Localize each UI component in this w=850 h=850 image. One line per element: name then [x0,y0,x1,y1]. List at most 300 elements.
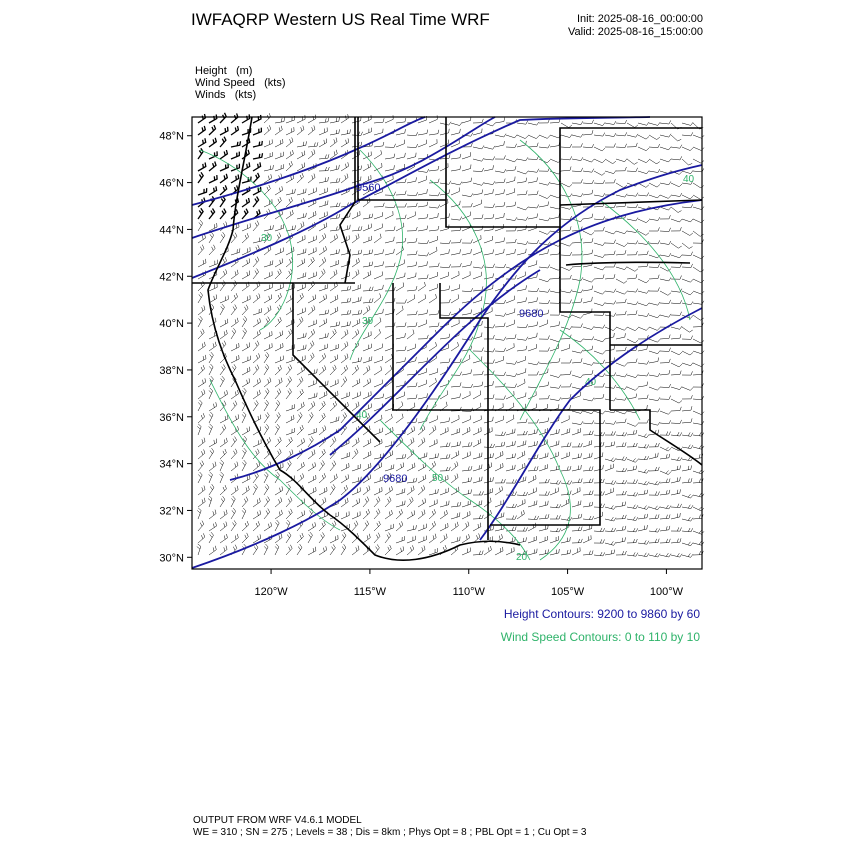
wind-barb [352,438,359,447]
wind-barb [319,284,328,291]
wind-barb [308,436,313,447]
wind-barb [539,347,550,351]
wind-barb [297,249,306,255]
wind-barb [451,382,461,387]
wind-barb [517,217,528,221]
wind-barb [561,491,571,495]
lat-label: 34°N [159,458,184,471]
wind-barb [583,144,594,148]
wind-barb [671,432,682,436]
wind-barb [627,387,638,390]
wind-barb [561,499,569,507]
wind-barb [374,356,383,363]
wind-barb [363,236,372,243]
lat-label: 42°N [159,271,184,284]
wind-barb [517,324,528,328]
wind-barb [253,221,259,231]
wind-barb [572,421,583,424]
wind-barb [407,177,417,183]
wind-barb [572,358,582,363]
wind-barb [209,472,213,483]
wind-barb [660,490,670,495]
wind-barb [506,384,517,388]
wind-barb [352,270,359,279]
wind-barb [671,504,682,508]
wind-barb [220,510,227,519]
wind-barb [330,203,340,207]
wind-barb [429,192,440,196]
wind-barb [484,165,494,171]
wind-barb [198,316,202,327]
wind-barb [616,502,626,507]
wind-barb [220,330,227,339]
wind-barb [385,263,395,267]
wind-barb [319,333,328,339]
wind-barb [616,363,627,366]
wind-barb [429,521,436,531]
wind-barb [550,321,560,327]
wind-barb [253,173,259,183]
wind-barb [671,371,681,375]
wind-barb [198,365,205,375]
wind-barb [682,252,693,256]
wind-barb [583,238,593,243]
wind-barb [671,334,681,339]
wind-barb [198,172,203,183]
wind-barb [627,480,638,484]
wind-barb [198,390,205,400]
wind-barb [242,486,249,495]
wind-barb [231,355,239,363]
wind-barb [484,249,494,255]
wind-barb [319,128,327,136]
wind-barb [506,188,515,195]
wind-barb [297,412,302,423]
wind-barb [297,126,304,135]
wind-barb [341,298,351,303]
wind-barb [319,449,325,459]
wind-barb [660,396,671,400]
wind-barb [242,305,248,315]
wind-barb [385,464,394,471]
wind-barb [539,395,549,399]
wind-barb [462,239,473,243]
wind-barb [429,534,436,543]
wind-barb [352,142,362,147]
wind-barb [671,363,682,367]
wind-barb [550,374,561,377]
wind-barb [308,532,313,543]
wind-barb [638,361,649,365]
wind-barb [308,475,316,483]
wind-barb [638,263,648,267]
wind-barb [451,441,461,447]
wind-barb [682,159,692,165]
wind-barb [198,486,205,495]
wind-barb [517,297,527,303]
wind-barb [374,318,381,327]
wind-barb [297,189,306,195]
wind-barb [495,169,506,173]
wind-barb [638,303,649,306]
wind-barb [220,485,227,495]
wind-contour-label: 40 [356,410,368,421]
wind-barb [319,401,325,411]
wind-barb [638,540,649,544]
wind-barb [418,176,427,183]
wind-barb [341,162,349,171]
wind-barb [649,327,660,330]
wind-barb [429,166,439,171]
wind-barb [407,203,417,207]
wind-barb [682,279,693,282]
wind-barb [638,553,649,557]
wind-barb [396,346,406,351]
wind-barb [330,307,338,315]
wind-barb [253,141,262,147]
wind-barb [275,400,280,411]
wind-barb [671,135,681,141]
wind-barb [495,323,505,327]
wind-barb [660,300,671,304]
wind-barb [561,275,571,279]
wind-barb [484,444,495,448]
wind-barb [440,467,450,471]
wind-barb [308,257,314,267]
wind-barb [198,188,207,195]
wind-barb [539,145,550,149]
wind-barb [297,235,305,243]
wind-barb [253,378,261,387]
wind-barb [473,190,483,196]
wind-barb [297,533,303,543]
wind-barb [198,400,202,411]
wind-barb [253,308,262,315]
wind-barb [418,498,426,507]
wind-barb [418,524,426,531]
wind-barb [253,544,258,555]
wind-barb [308,401,315,411]
wind-barb [462,152,471,159]
wind-barb [561,267,572,271]
wind-barb [660,447,671,451]
wind-barb [616,144,627,148]
wind-barb [396,488,405,495]
wind-barb [352,211,360,219]
wind-barb [495,213,504,219]
wind-barb [418,310,428,315]
wind-barb [231,141,241,147]
wind-barb [660,370,670,375]
wind-barb [319,257,326,267]
wind-barb [550,275,560,280]
wind-barb [242,521,249,531]
wind-barb [517,272,525,279]
wind-barb [528,214,538,220]
wind-barb [473,477,482,483]
wind-barb [528,501,537,508]
wind-barb [561,206,572,209]
wind-barb [220,376,225,387]
wind-barb [220,295,228,303]
wind-barb [539,320,547,327]
wind-barb [275,126,282,135]
wind-barb [429,499,437,507]
wind-barb [638,193,649,197]
wind-barb [407,286,417,291]
wind-barb [528,240,539,244]
wind-barb [363,366,370,375]
wind-barb [396,322,406,327]
wind-barb [363,534,370,543]
wind-barb [616,551,626,555]
wind-barb [682,445,693,449]
wind-barb [363,451,371,459]
wind-barb [506,429,515,435]
wind-barb [583,516,594,520]
wind-barb [407,227,417,231]
wind-barb [528,288,539,292]
wind-barb [682,465,692,471]
wind-barb [286,437,292,447]
wind-barb [660,432,671,436]
wind-barb [341,330,348,339]
wind-barb [616,515,626,519]
wind-barb [660,241,671,245]
wind-barb [649,122,660,125]
wind-barb [440,312,451,316]
wind-barb [649,491,660,495]
wind-barb [330,474,337,483]
wind-barb [363,356,372,363]
lon-label: 100°W [649,586,683,598]
wind-barb [638,456,649,460]
wind-barb [539,195,550,199]
wind-barb [638,122,649,125]
wind-barb [407,212,415,220]
wind-barb [198,138,206,147]
wind-barb [396,463,404,472]
wind-barb [220,269,227,279]
wind-barb [561,394,571,399]
wind-barb [495,249,504,255]
wind-barb [418,226,428,231]
wind-barb [660,359,670,363]
wind-barb [352,329,359,339]
wind-barb [627,528,638,532]
wind-barb [319,532,325,543]
wind-barb [363,463,371,471]
wind-barb [638,251,648,255]
wind-barb [407,383,417,388]
wind-barb [374,234,381,243]
wind-barb [385,427,393,435]
wind-barb [605,170,616,173]
wind-barb [396,357,406,363]
wind-barb [506,415,514,423]
wind-barb [594,479,604,483]
wind-barb [209,342,216,351]
wind-barb [242,209,248,219]
height-contour-label: 9680 [383,473,408,485]
wind-barb [418,240,429,244]
wind-barb [572,514,582,519]
wind-barb [484,273,494,279]
wind-barb [198,208,203,219]
wind-barb [407,394,417,399]
wind-barb [616,120,627,124]
wind-barb [198,533,205,543]
wind-barb [297,345,306,351]
wind-barb [220,472,224,483]
wind-barb [418,417,427,423]
wind-barb [506,334,516,339]
wind-barb [627,134,638,137]
wind-barb [462,451,470,459]
wind-barb [253,498,260,507]
wind-barb [528,169,539,173]
wind-barb [407,478,417,483]
wind-barb [440,163,448,171]
wind-barb [319,426,326,436]
wind-barb [385,354,393,363]
wind-barb [231,305,237,316]
wind-barb [374,521,380,531]
lat-label: 48°N [159,130,184,143]
wind-barb [605,240,616,244]
wind-barb [506,202,516,207]
wind-barb [374,142,384,147]
wind-barb [649,481,660,485]
wind-barb [616,194,627,197]
wind-barb [220,209,226,219]
wind-barb [264,364,269,375]
wind-barb [451,239,461,243]
wind-barb [374,224,382,231]
wind-barb [220,460,224,471]
wind-barb [440,334,450,339]
wind-barb [649,397,660,400]
wind-barb [385,154,395,159]
wind-barb [297,151,305,159]
wind-barb [231,343,239,351]
wind-barb [418,189,427,195]
wind-barb [275,343,283,351]
wind-barb [308,115,316,123]
wind-barb [429,426,436,436]
wind-barb [264,185,270,195]
wind-barb [660,335,670,339]
wind-barb [275,118,285,123]
wind-barb [197,544,201,555]
wind-barb [330,355,338,363]
wind-barb [517,207,528,210]
wind-barb [363,224,371,231]
wind-barb [682,291,693,295]
wind-barb [308,428,317,435]
wind-barb [484,181,495,184]
wind-barb [517,431,527,435]
wind-barb [341,532,346,543]
wind-barb [231,449,237,459]
wind-barb [594,465,603,471]
wind-barb [660,195,671,198]
wind-barb [308,487,316,495]
wind-barb [682,327,693,332]
wind-barb [528,441,537,447]
wind-barb [352,546,359,555]
wind-barb [473,272,482,279]
wind-barb [561,466,571,471]
wind-barb [627,168,638,172]
wind-barb [671,300,682,304]
wind-barb [264,509,270,520]
wind-barb [297,438,305,447]
wind-barb [627,123,638,128]
wind-barb [407,486,414,495]
lat-label: 38°N [159,364,184,377]
wind-barb [627,443,637,447]
wind-barb [561,252,572,256]
wind-barb [583,420,594,424]
wind-barb [209,546,216,555]
wind-barb [572,168,583,172]
wind-barb [517,157,528,160]
wind-barb [495,141,504,147]
wind-barb [429,263,439,267]
wind-barb [473,286,483,291]
wind-barb [308,353,314,363]
wind-barb [308,522,316,531]
wind-barb [550,441,559,447]
wind-barb [374,380,382,387]
wind-barb [286,532,291,543]
wind-barb [209,402,217,411]
wind-barb [594,291,605,294]
wind-barb [341,452,350,459]
wind-barb [517,191,527,196]
wind-barb [517,285,527,291]
wind-barb [429,205,440,209]
wind-barb [484,236,493,243]
wind-barb [495,118,505,123]
wind-barb [583,336,594,340]
wind-barb [220,127,228,135]
wind-barb [275,197,281,207]
wind-barb [473,523,481,531]
wind-barb [242,271,250,279]
wind-barb [550,549,559,555]
wind-barb [330,417,339,424]
wind-barb [539,231,550,234]
wind-barb [594,552,605,556]
wind-barb [473,348,484,352]
wind-barb [594,351,605,354]
wind-barb [473,551,483,555]
wind-barb [506,166,516,171]
wind-barb [495,337,506,341]
wind-barb [396,546,404,555]
map-title: IWFAQRP Western US Real Time WRF [191,10,490,29]
wind-barb [495,264,506,268]
wind-barb [616,231,627,234]
wind-barb [308,174,315,183]
wind-barb [264,225,273,231]
wind-barb [308,126,315,136]
wind-barb [550,429,559,435]
wind-barb [682,517,693,521]
wind-barb [682,371,693,375]
